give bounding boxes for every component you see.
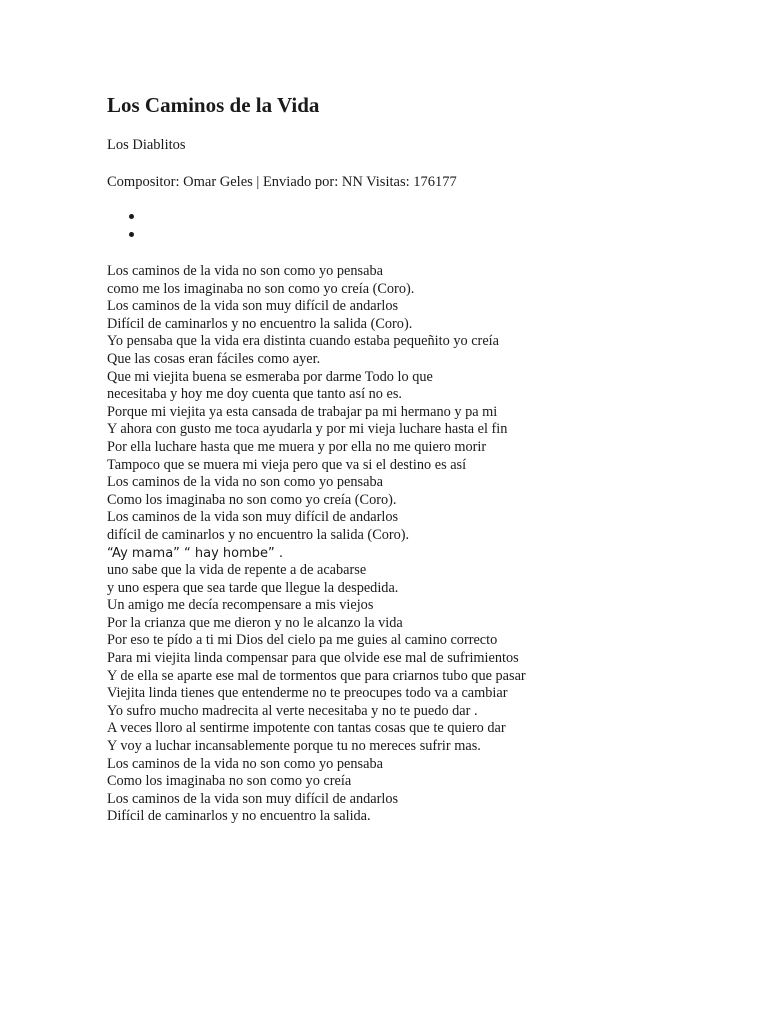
lyric-line: como me los imaginaba no son como yo creía (Coro). — [107, 280, 415, 297]
lyric-line: Los caminos de la vida no son como yo pensaba — [107, 474, 383, 491]
lyric-line: Que las cosas eran fáciles como ayer. — [107, 350, 321, 367]
lyric-line: Y de ella se aparte ese mal de tormentos que para criarnos tubo que pasar — [107, 667, 526, 684]
lyric-line: Un amigo me decía recompensare a mis viejos — [107, 597, 374, 614]
lyric-line: Difícil de caminarlos y no encuentro la salida. — [107, 808, 371, 825]
lyric-line: Que mi viejita buena se esmeraba por darme Todo lo que — [107, 368, 433, 385]
lyrics — [107, 263, 526, 826]
lyric-line: Para mi viejita linda compensar para que olvide ese mal de sufrimientos — [107, 650, 519, 667]
lyric-line: Los caminos de la vida son muy difícil de andarlos — [107, 509, 399, 526]
lyric-line: difícil de caminarlos y no encuentro la salida (Coro). — [107, 526, 410, 543]
lyric-line-exclamation: “Ay mama” “ hay hombe” . — [107, 545, 284, 561]
lyric-line: Como los imaginaba no son como yo creía — [107, 773, 352, 790]
lyric-line: Yo pensaba que la vida era distinta cuando estaba pequeñito yo creía — [107, 333, 499, 350]
artist-name: Los Diablitos — [107, 137, 186, 153]
lyric-line: Los caminos de la vida son muy difícil de andarlos — [107, 790, 399, 807]
lyric-line: Difícil de caminarlos y no encuentro la salida (Coro). — [107, 315, 413, 332]
lyric-line: Los caminos de la vida no son como yo pensaba — [107, 755, 383, 772]
lyric-line: A veces lloro al sentirme impotente con tantas cosas que te quiero dar — [107, 720, 506, 737]
song-meta: Compositor: Omar Geles | Enviado por: NN Visitas: 176177 — [107, 174, 457, 190]
lyric-line: Por la crianza que me dieron y no le alcanzo la vida — [107, 614, 403, 631]
lyric-line: Y voy a luchar incansablemente porque tu no mereces sufrir mas. — [107, 738, 481, 755]
lyric-line: Como los imaginaba no son como yo creía (Coro). — [107, 491, 397, 508]
lyric-line: Los caminos de la vida son muy difícil de andarlos — [107, 298, 399, 315]
lyric-line: Los caminos de la vida no son como yo pensaba — [107, 263, 383, 279]
lyric-line: Por ella luchare hasta que me muera y por ella no me quiero morir — [107, 438, 487, 455]
lyric-line: necesitaba y hoy me doy cuenta que tanto así no es. — [107, 386, 402, 403]
lyric-line: Porque mi viejita ya esta cansada de trabajar pa mi hermano y pa mi — [107, 403, 498, 420]
lyric-line: uno sabe que la vida de repente a de acabarse — [107, 562, 367, 579]
lyric-line: y uno espera que sea tarde que llegue la despedida. — [107, 579, 399, 596]
lyric-line: Viejita linda tienes que entenderme no te preocupes todo va a cambiar — [107, 685, 508, 702]
lyric-line: Yo sufro mucho madrecita al verte necesitaba y no te puedo dar . — [107, 702, 478, 719]
lyric-line: Por eso te pído a ti mi Dios del cielo pa me guies al camino correcto — [107, 632, 498, 649]
lyric-line: Y ahora con gusto me toca ayudarla y por mi vieja luchare hasta el fin — [107, 421, 508, 438]
lyric-line: Tampoco que se muera mi vieja pero que va si el destino es así — [107, 456, 467, 473]
song-title: Los Caminos de la Vida — [107, 93, 320, 117]
